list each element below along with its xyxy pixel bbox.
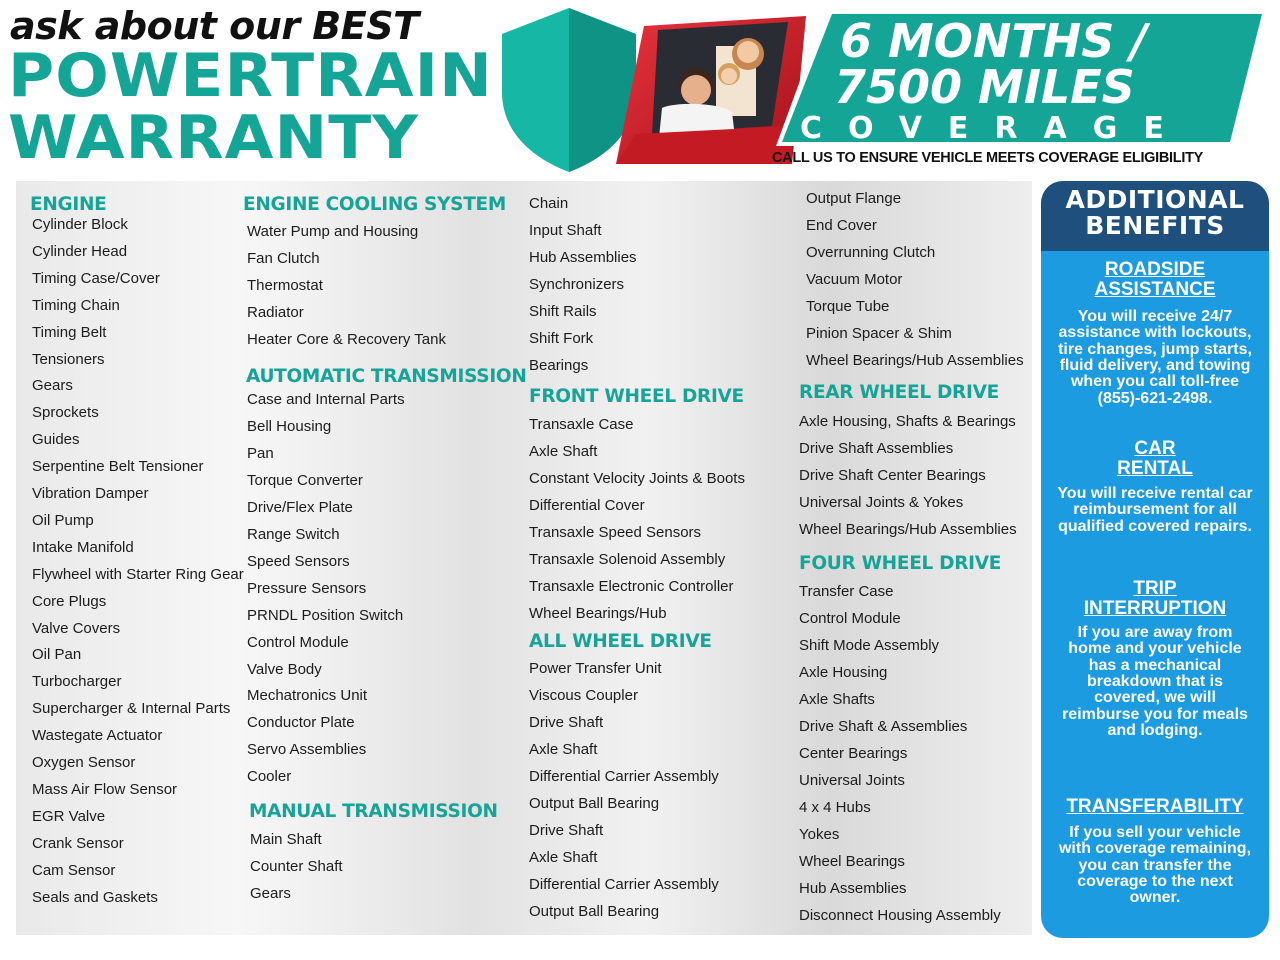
list-item: Pressure Sensors bbox=[247, 579, 367, 597]
list-item: Control Module bbox=[799, 610, 901, 627]
list-item: Vibration Damper bbox=[32, 485, 149, 502]
list-item: Heater Core & Recovery Tank bbox=[247, 331, 446, 348]
list-item: Timing Belt bbox=[32, 323, 107, 341]
list-item: Hub Assemblies bbox=[799, 880, 907, 897]
list-item: Hub Assemblies bbox=[529, 249, 637, 266]
list-item: Counter Shaft bbox=[250, 858, 343, 875]
list-item: Output Flange bbox=[806, 190, 902, 207]
list-item: Mass Air Flow Sensor bbox=[32, 780, 178, 798]
list-item: Constant Velocity Joints & Boots bbox=[529, 470, 745, 487]
trip-title-line1: TRIP bbox=[1133, 578, 1177, 599]
warranty-heading: WARRANTY bbox=[8, 103, 419, 173]
benefit-text-line: and lodging. bbox=[1107, 721, 1203, 739]
trip-text bbox=[1049, 625, 1261, 739]
list-item: Water Pump and Housing bbox=[247, 223, 419, 240]
list-item: Seals and Gaskets bbox=[32, 888, 158, 906]
eligibility-note: CALL US TO ENSURE VEHICLE MEETS COVERAGE ELIGIBILITY bbox=[772, 150, 1203, 166]
roadside-title bbox=[1041, 260, 1269, 300]
4wd-heading: FOUR WHEEL DRIVE bbox=[799, 553, 1002, 574]
roadside-text bbox=[1049, 309, 1261, 407]
list-item: Drive/Flex Plate bbox=[247, 498, 353, 516]
cooling-heading: ENGINE COOLING SYSTEM bbox=[243, 194, 506, 215]
list-item: Drive Shaft bbox=[529, 822, 604, 839]
transfer-title-line1: TRANSFERABILITY bbox=[1066, 796, 1244, 817]
benefit-text-line: assistance with lockouts, bbox=[1058, 324, 1252, 342]
list-item: Axle Housing, Shafts & Bearings bbox=[799, 413, 1016, 430]
list-item: Torque Converter bbox=[247, 471, 363, 489]
list-item: Power Transfer Unit bbox=[529, 660, 662, 677]
benefit-text-line: has a mechanical bbox=[1088, 656, 1222, 674]
list-item: Differential Carrier Assembly bbox=[529, 876, 719, 893]
benefits-title-line2: BENEFITS bbox=[1085, 211, 1225, 241]
list-item: Center Bearings bbox=[799, 745, 908, 762]
list-item: Cooler bbox=[247, 768, 292, 786]
list-item: Radiator bbox=[247, 304, 304, 321]
rwd-heading: REAR WHEEL DRIVE bbox=[799, 382, 999, 403]
transfer-text bbox=[1049, 825, 1261, 907]
list-item: Range Switch bbox=[247, 525, 340, 543]
list-item: Transaxle Electronic Controller bbox=[529, 578, 734, 595]
list-item: Synchronizers bbox=[529, 276, 625, 293]
list-item: Yokes bbox=[799, 826, 840, 843]
list-item: Universal Joints & Yokes bbox=[799, 494, 964, 511]
list-item: Crank Sensor bbox=[32, 834, 124, 852]
list-item: Cylinder Head bbox=[32, 242, 128, 260]
benefit-text-line: qualified covered repairs. bbox=[1058, 517, 1252, 535]
list-item: Supercharger & Internal Parts bbox=[32, 700, 231, 718]
list-item: Output Ball Bearing bbox=[529, 903, 660, 920]
list-item: Drive Shaft Center Bearings bbox=[799, 467, 986, 484]
rental-text bbox=[1049, 486, 1261, 535]
list-item: Oxygen Sensor bbox=[32, 754, 136, 771]
list-item: EGR Valve bbox=[32, 807, 106, 825]
list-item: Shift Rails bbox=[529, 303, 597, 320]
coverage-label: COVERAGE bbox=[800, 111, 1190, 146]
benefit-text-line: breakdown that is bbox=[1086, 672, 1224, 690]
benefit-text-line: owner. bbox=[1129, 889, 1181, 907]
benefit-text-line: reimbursement for all bbox=[1073, 501, 1237, 519]
list-item: Pinion Spacer & Shim bbox=[806, 325, 952, 342]
list-item: Valve Covers bbox=[32, 619, 121, 637]
list-item: Core Plugs bbox=[32, 592, 107, 610]
rental-title bbox=[1041, 439, 1269, 479]
list-item: Sprockets bbox=[32, 404, 99, 422]
list-item: Axle Shaft bbox=[529, 741, 598, 758]
list-item: Case and Internal Parts bbox=[247, 391, 405, 408]
list-item: Cylinder Block bbox=[32, 216, 128, 233]
benefit-text-line: you can transfer the bbox=[1078, 856, 1232, 874]
list-item: Drive Shaft & Assemblies bbox=[799, 718, 968, 735]
benefits-title bbox=[1041, 187, 1269, 240]
list-item: Guides bbox=[32, 431, 80, 449]
list-item: Torque Tube bbox=[806, 298, 890, 315]
list-item: Shift Fork bbox=[529, 330, 594, 347]
benefit-text-line: fluid delivery, and towing bbox=[1059, 356, 1251, 374]
benefit-text-line: (855)-621-2498. bbox=[1097, 389, 1213, 407]
list-item: 4 x 4 Hubs bbox=[799, 799, 871, 816]
list-item: Differential Carrier Assembly bbox=[529, 768, 719, 785]
list-item: Gears bbox=[250, 885, 291, 902]
benefit-text-line: home and your vehicle bbox=[1068, 640, 1242, 658]
list-item: Cam Sensor bbox=[32, 861, 116, 879]
benefits-title-line1: ADDITIONAL bbox=[1065, 185, 1245, 214]
list-item: Thermostat bbox=[247, 277, 323, 294]
rental-title-line2: RENTAL bbox=[1117, 457, 1193, 479]
list-item: Intake Manifold bbox=[32, 538, 134, 556]
list-item: Transaxle Case bbox=[529, 416, 634, 433]
list-item: Vacuum Motor bbox=[806, 271, 903, 288]
fwd-heading: FRONT WHEEL DRIVE bbox=[529, 386, 744, 407]
list-item: Control Module bbox=[247, 633, 349, 651]
list-item: Tensioners bbox=[32, 350, 105, 368]
coverage-months: 6 MONTHS / bbox=[840, 14, 1148, 68]
list-item: Axle Shaft bbox=[529, 443, 598, 460]
list-item: Wheel Bearings/Hub bbox=[529, 605, 667, 622]
list-item: Pan bbox=[247, 444, 274, 462]
list-item: Differential Cover bbox=[529, 497, 645, 514]
list-item: Transaxle Solenoid Assembly bbox=[529, 551, 726, 568]
list-item: End Cover bbox=[806, 217, 877, 234]
list-item: Wheel Bearings/Hub Assemblies bbox=[799, 521, 1017, 538]
list-item: PRNDL Position Switch bbox=[247, 606, 404, 624]
roadside-title-line1: ROADSIDE bbox=[1104, 259, 1206, 280]
ask-heading: ask about our BEST bbox=[10, 4, 419, 48]
benefit-text-line: You will receive rental car bbox=[1057, 485, 1253, 502]
list-item: Mechatronics Unit bbox=[247, 687, 368, 705]
list-item: Wheel Bearings/Hub Assemblies bbox=[806, 352, 1024, 369]
benefit-text-line: reimburse you for meals bbox=[1062, 705, 1248, 723]
list-item: Overrunning Clutch bbox=[806, 244, 936, 261]
list-item: Wheel Bearings bbox=[799, 853, 905, 870]
list-item: Axle Housing bbox=[799, 664, 888, 681]
benefit-text-line: covered, we will bbox=[1094, 689, 1216, 707]
powertrain-heading: POWERTRAIN bbox=[8, 41, 493, 111]
transfer-title bbox=[1041, 797, 1269, 817]
list-item: Input Shaft bbox=[529, 222, 602, 239]
list-item: Flywheel with Starter Ring Gear bbox=[32, 565, 244, 583]
list-item: Servo Assemblies bbox=[247, 741, 367, 759]
list-item: Oil Pump bbox=[32, 511, 94, 529]
list-item: Shift Mode Assembly bbox=[799, 637, 940, 654]
roadside-title-line2: ASSISTANCE bbox=[1094, 278, 1216, 300]
benefit-text-line: tire changes, jump starts, bbox=[1058, 340, 1252, 358]
benefit-text-line: coverage to the next bbox=[1077, 872, 1233, 890]
list-item: Output Ball Bearing bbox=[529, 795, 660, 812]
list-item: Serpentine Belt Tensioner bbox=[32, 458, 204, 476]
list-item: Fan Clutch bbox=[247, 250, 320, 267]
list-item: Wastegate Actuator bbox=[32, 727, 163, 745]
list-item: Conductor Plate bbox=[247, 714, 355, 732]
benefit-text-line: If you are away from bbox=[1077, 624, 1233, 641]
list-item: Viscous Coupler bbox=[529, 687, 638, 704]
list-item: Oil Pan bbox=[32, 646, 82, 664]
list-item: Universal Joints bbox=[799, 772, 905, 789]
list-item: Drive Shaft bbox=[529, 714, 604, 731]
list-item: Bell Housing bbox=[247, 417, 332, 435]
list-item: Bearings bbox=[529, 357, 589, 374]
list-item: Chain bbox=[529, 195, 569, 212]
list-item: Main Shaft bbox=[250, 831, 322, 848]
benefits-panel bbox=[1041, 181, 1269, 938]
rental-title-line1: CAR bbox=[1134, 438, 1176, 459]
list-item: Transaxle Speed Sensors bbox=[529, 524, 702, 541]
trip-title bbox=[1041, 579, 1269, 619]
engine-heading: ENGINE bbox=[30, 194, 107, 215]
list-item: Timing Case/Cover bbox=[32, 269, 160, 287]
benefit-text-line: If you sell your vehicle bbox=[1069, 824, 1241, 841]
manual-trans-heading: MANUAL TRANSMISSION bbox=[249, 801, 498, 822]
benefit-text-line: You will receive 24/7 bbox=[1077, 308, 1233, 325]
list-item: Gears bbox=[32, 377, 73, 395]
list-item: Valve Body bbox=[247, 660, 322, 678]
list-item: Drive Shaft Assemblies bbox=[799, 440, 954, 457]
list-item: Speed Sensors bbox=[247, 552, 350, 570]
awd-heading: ALL WHEEL DRIVE bbox=[529, 631, 712, 652]
list-item: Axle Shaft bbox=[529, 849, 598, 866]
coverage-miles: 7500 MILES bbox=[834, 60, 1135, 114]
auto-trans-heading: AUTOMATIC TRANSMISSION bbox=[246, 366, 527, 387]
list-item: Transfer Case bbox=[799, 583, 894, 600]
list-item: Disconnect Housing Assembly bbox=[799, 907, 1001, 924]
trip-title-line2: INTERRUPTION bbox=[1083, 597, 1227, 619]
benefit-text-line: when you call toll-free bbox=[1070, 373, 1240, 391]
list-item: Turbocharger bbox=[32, 673, 122, 691]
list-item: Axle Shafts bbox=[799, 691, 875, 708]
benefit-text-line: with coverage remaining, bbox=[1058, 840, 1252, 858]
list-item: Timing Chain bbox=[32, 296, 120, 314]
